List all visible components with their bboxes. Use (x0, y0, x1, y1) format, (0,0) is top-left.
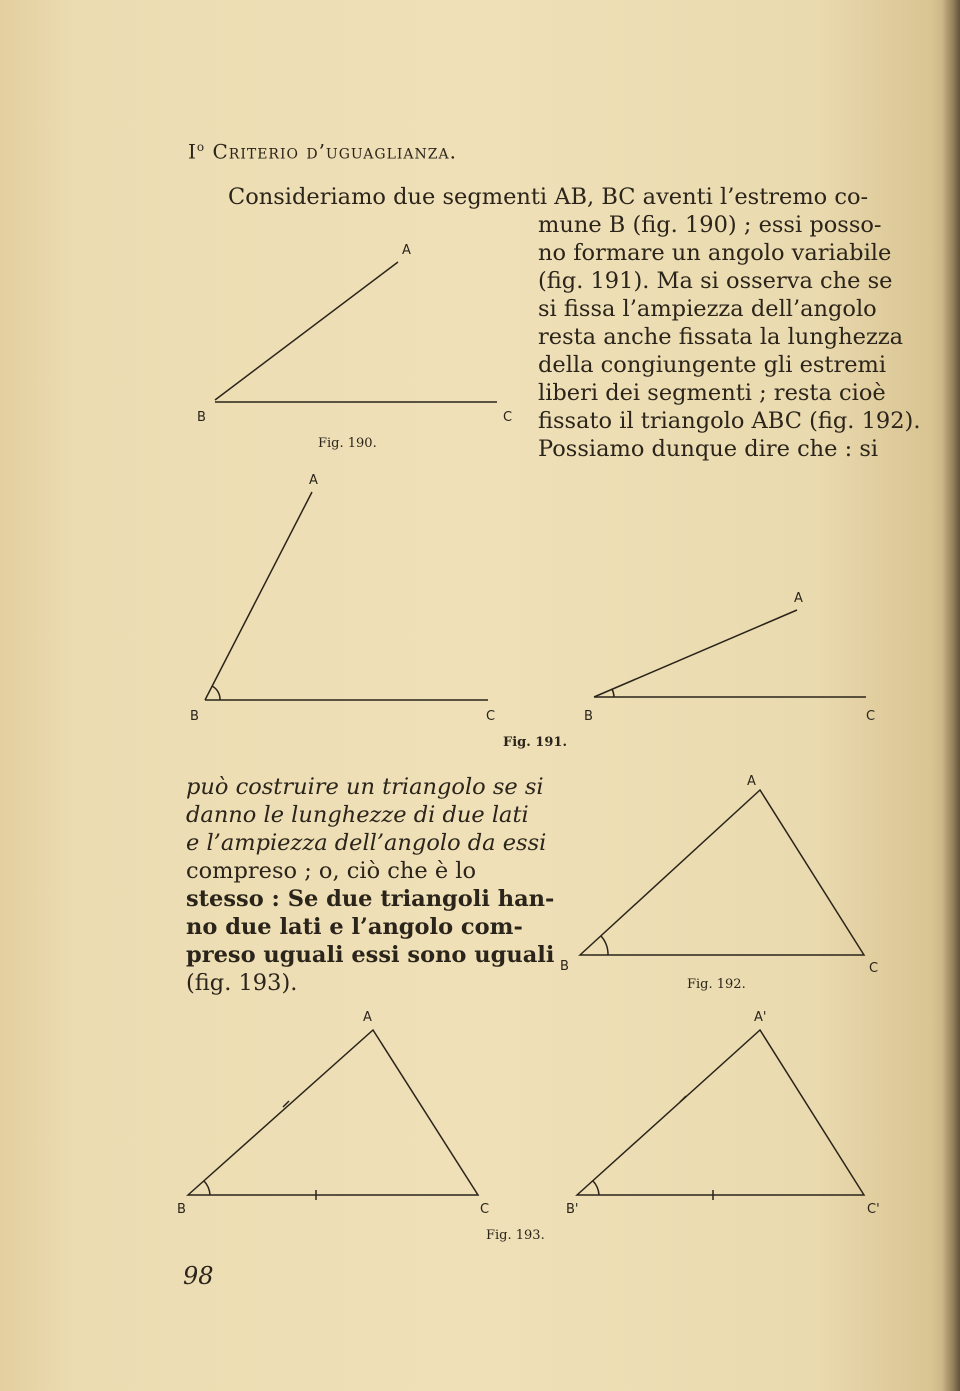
para1-line-2: mune B (fig. 190) ; essi posso- (538, 212, 882, 238)
para1-line-7: della congiungente gli estremi (538, 352, 887, 378)
fig192-triangle (580, 790, 864, 955)
page-number: 98 (183, 1262, 214, 1290)
para2-line-1: può costruire un triangolo se si (186, 774, 544, 800)
para1-line-4: (fig. 191). Ma si osserva che se (538, 268, 893, 294)
para2-line-6: no due lati e l’angolo com- (186, 914, 523, 940)
para2-line-4: compreso ; o, ciò che è lo (186, 858, 477, 884)
fig191b-segment-ab (594, 610, 797, 697)
fig193b-label-c-prime: C' (867, 1202, 880, 1217)
fig191b-label-b: B (584, 709, 593, 724)
fig191b-angle-mark (612, 689, 614, 697)
fig190-label-c: C (503, 410, 513, 425)
fig192-label-b: B (560, 959, 569, 974)
fig193a-label-c: C (480, 1202, 490, 1217)
para1-line-10: Possiamo dunque dire che : si (538, 436, 879, 462)
fig191a-label-a: A (309, 473, 318, 488)
para1-line-6: resta anche fissata la lunghezza (538, 324, 904, 350)
para2-line-8: (fig. 193). (186, 970, 298, 996)
fig193a-label-b: B (177, 1202, 186, 1217)
fig191b-label-c: C (866, 709, 876, 724)
caption-fig190: Fig. 190. (318, 436, 377, 451)
heading-title: Criterio d’uguaglianza. (212, 139, 457, 164)
caption-fig191: Fig. 191. (503, 735, 567, 750)
para1-line-9: fissato il triangolo ABC (fig. 192). (538, 408, 921, 434)
fig193b-triangle (577, 1030, 864, 1195)
fig191a-segment-ab (205, 492, 312, 700)
para2-line-5: stesso : Se due triangoli han- (186, 886, 555, 912)
para1-line-1: Consideriamo due segmenti AB, BC aventi l’estremo co- (228, 184, 869, 210)
fig193a-label-a: A (363, 1010, 372, 1025)
para2-line-3: e l’ampiezza dell’angolo da essi (186, 830, 547, 856)
fig193a-triangle (188, 1030, 478, 1195)
fig192-angle-mark (601, 936, 608, 955)
para1-line-3: no formare un angolo variabile (538, 240, 892, 266)
fig192-label-a: A (747, 774, 756, 789)
para2-line-7: preso uguali essi sono uguali (186, 942, 555, 968)
fig193b-label-b-prime: B' (566, 1202, 579, 1217)
fig193b-angle-mark (593, 1181, 599, 1195)
fig193b-tick-ab (680, 1096, 686, 1102)
fig190-label-b: B (197, 410, 206, 425)
para1-line-5: si fissa l’ampiezza dell’angolo (538, 296, 877, 322)
para2-line-2: danno le lunghezze di due lati (186, 802, 529, 828)
para1-line-8: liberi dei segmenti ; resta cioè (538, 380, 886, 406)
fig191a-label-c: C (486, 709, 496, 724)
fig191a-angle-mark (212, 686, 220, 700)
fig193a-angle-mark (204, 1181, 210, 1195)
fig191b-label-a: A (794, 591, 803, 606)
fig191a-label-b: B (190, 709, 199, 724)
heading-sup: o (196, 140, 206, 154)
fig193b-label-a-prime: A' (754, 1010, 767, 1025)
fig190-segment-ab (215, 262, 398, 400)
caption-fig193: Fig. 193. (486, 1228, 545, 1243)
fig192-label-c: C (869, 961, 879, 976)
heading-numeral: I (188, 139, 197, 164)
fig190-label-a: A (402, 243, 411, 258)
caption-fig192: Fig. 192. (687, 977, 746, 992)
